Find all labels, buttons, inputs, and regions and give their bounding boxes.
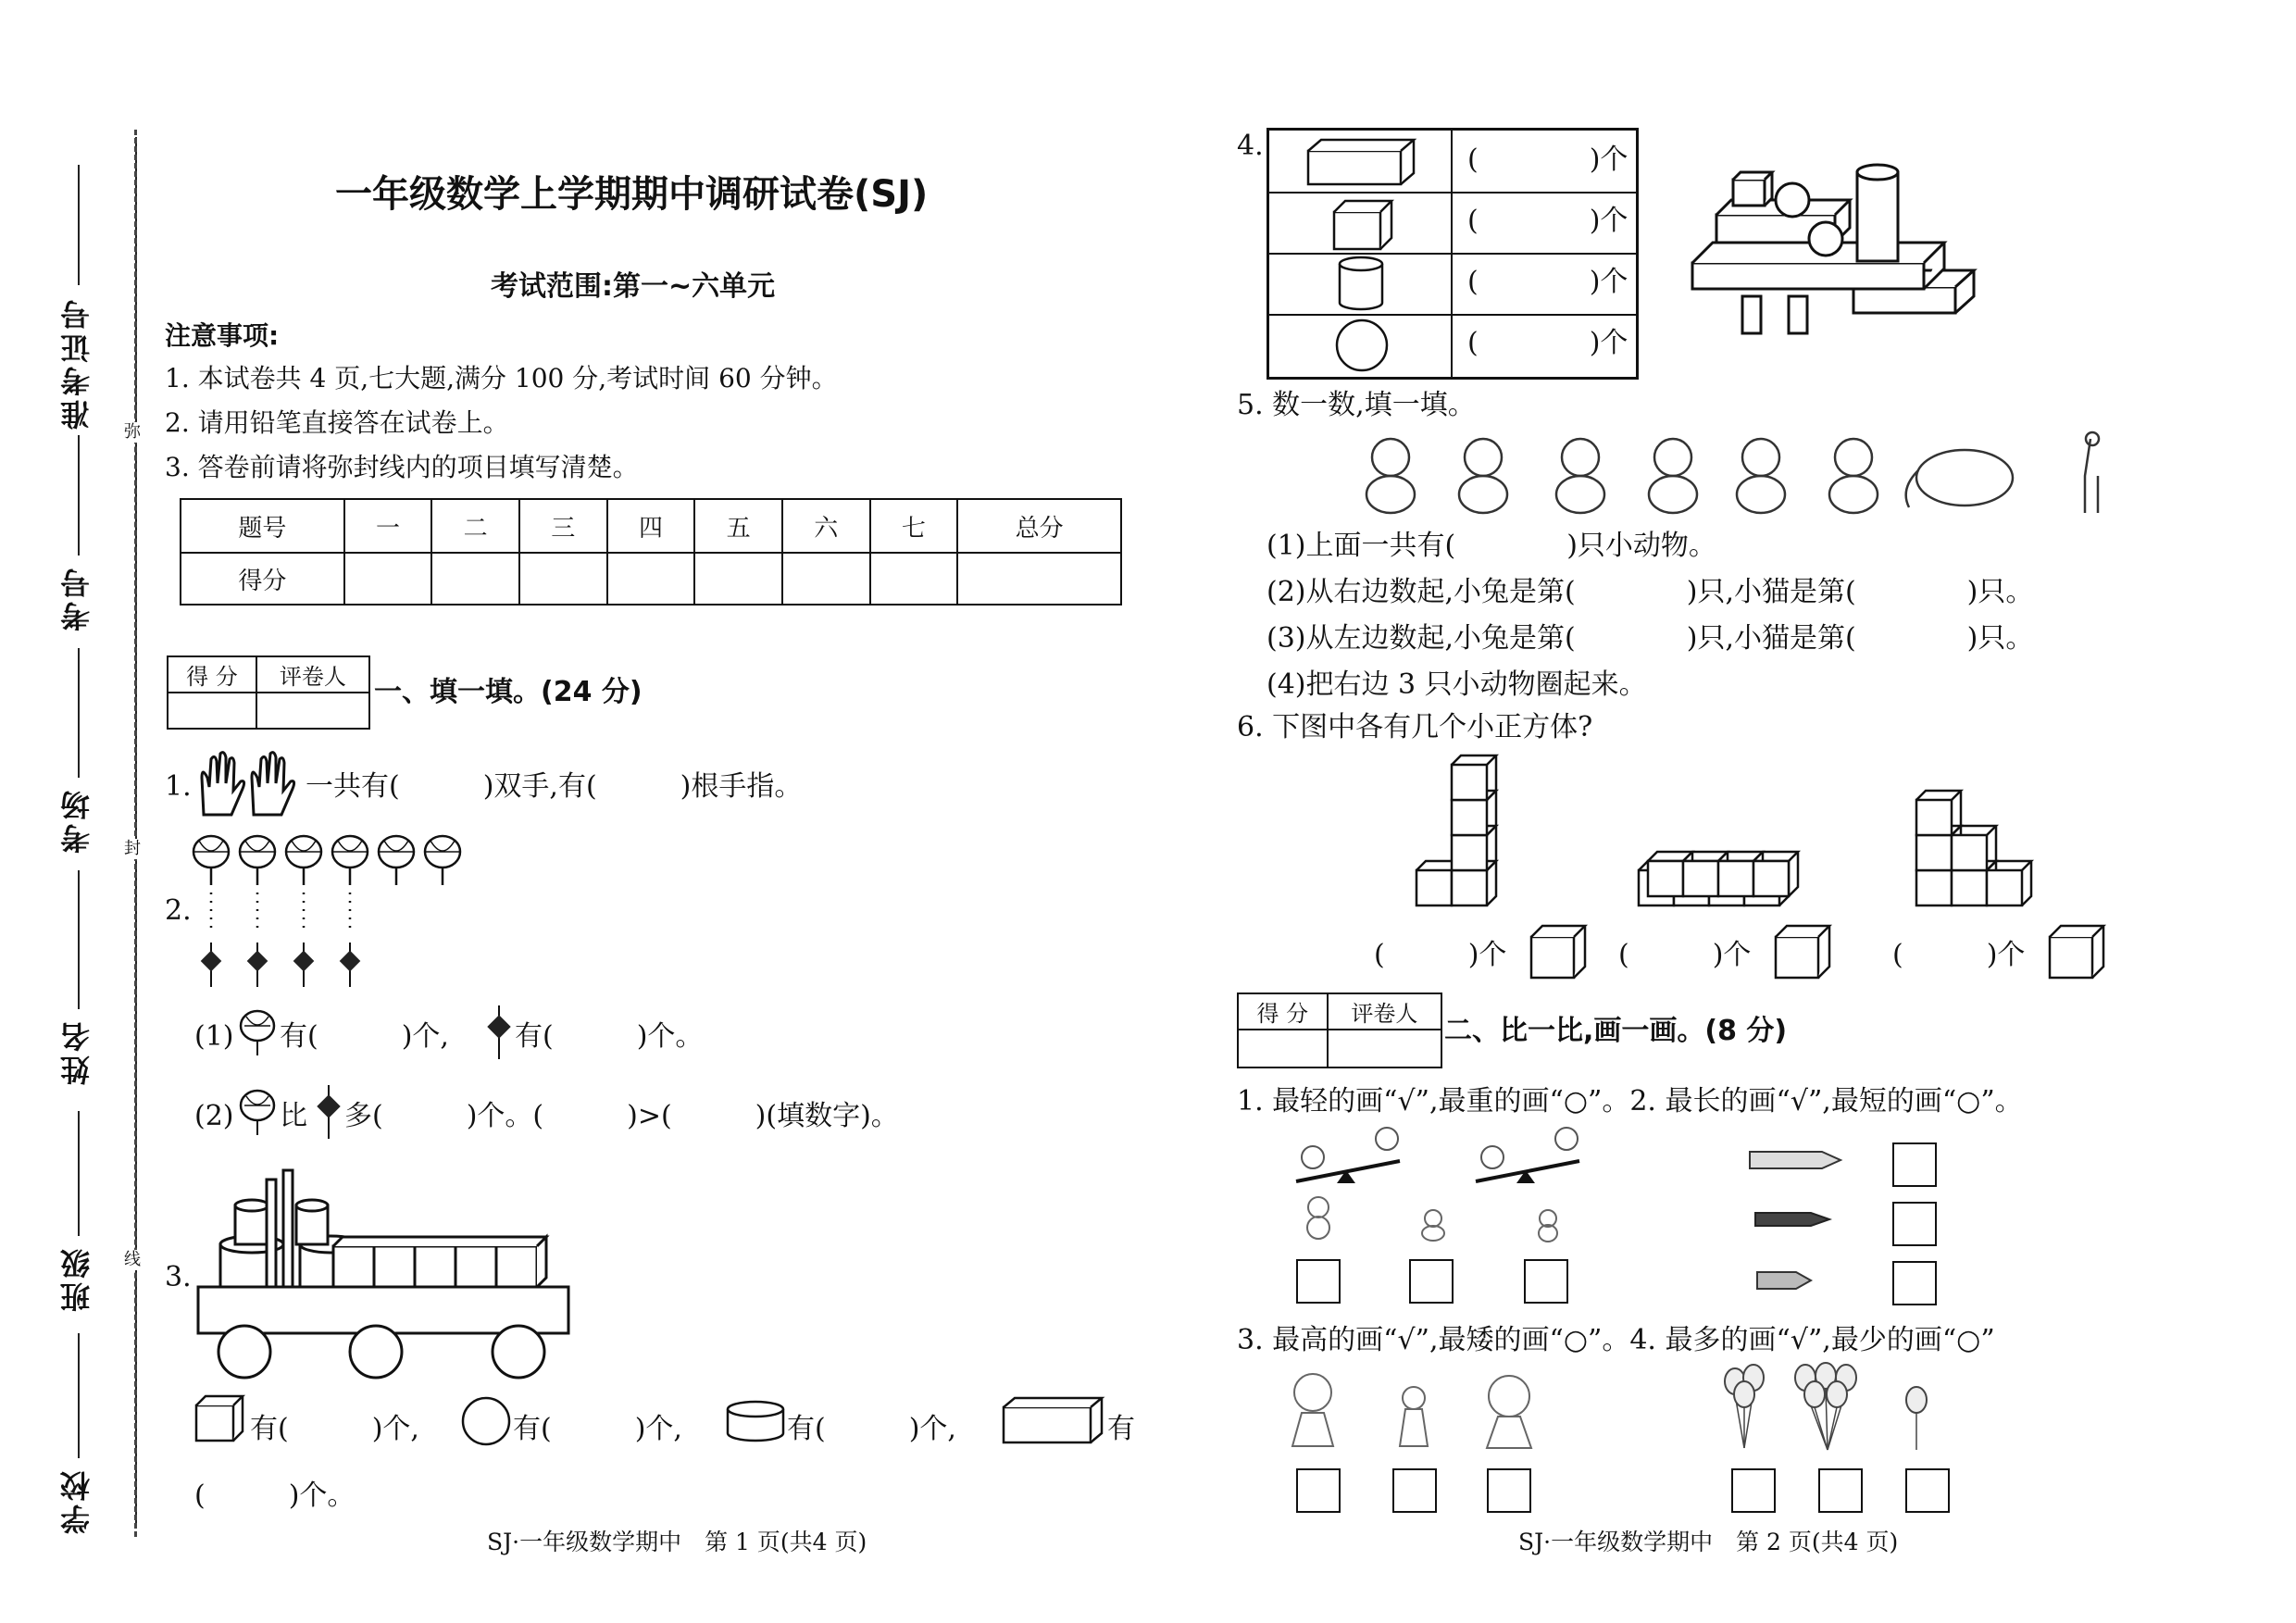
answer-box[interactable] <box>1487 1468 1531 1513</box>
sphere-icon <box>1334 318 1390 373</box>
doll-icon <box>1472 1372 1546 1450</box>
cube-icon <box>194 1394 246 1442</box>
dog-icon <box>1529 1207 1566 1244</box>
cube-icon <box>2048 924 2107 980</box>
chinese-knot-icon <box>315 1085 343 1141</box>
notice-item: 1. 本试卷共 4 页,七大题,满分 100 分,考试时间 60 分钟。 <box>165 363 838 393</box>
notice-title: 注意事项: <box>165 320 280 351</box>
q6-title: 6. 下图中各有几个小正方体? <box>1237 711 1593 743</box>
page-title: 一年级数学上学期期中调研试卷(SJ) <box>335 173 929 216</box>
balloon-icon <box>1827 1381 1847 1407</box>
q4-number: 4. <box>1237 130 1264 162</box>
seal-mark: 线 <box>124 1250 141 1269</box>
bear-icon <box>1300 1194 1337 1241</box>
q5-line: (2)从右边数起,小兔是第( )只,小猫是第( )只。 <box>1267 576 2034 608</box>
cube-icon <box>1332 199 1393 251</box>
grader-cell[interactable] <box>256 693 369 729</box>
panda-icon <box>1829 439 1878 513</box>
dog-icon <box>1556 439 1604 513</box>
sidebar-label-class: 班级 <box>59 1245 94 1312</box>
score-cell[interactable] <box>1238 1030 1328 1067</box>
q4-answer[interactable]: ( )个 <box>1467 327 1628 359</box>
q2-2-label: (2) <box>194 1100 234 1132</box>
q2-2-text: 多( )个。( )>( )(填数字)。 <box>344 1100 899 1132</box>
q3-text-4: 有 <box>1107 1413 1135 1445</box>
answer-box[interactable] <box>1892 1202 1937 1246</box>
q1-text: 一共有( )双手,有( )根手指。 <box>306 770 803 803</box>
chinese-knot-icon <box>485 1005 513 1061</box>
q3-text-5: ( )个。 <box>194 1479 356 1512</box>
animals-figure <box>1354 430 2122 518</box>
answer-box[interactable] <box>1731 1468 1776 1513</box>
elephant-icon <box>1906 450 2013 507</box>
unit-cube <box>1952 835 1987 870</box>
small-cubes-figure <box>1416 750 2065 917</box>
sidebar-label-name: 姓名 <box>59 1018 94 1085</box>
q3-text-1: 有( )个, <box>250 1413 419 1445</box>
balloon-icon <box>1804 1381 1825 1407</box>
score-table-header: 题号 <box>181 499 344 553</box>
lanterns-figure <box>191 831 487 989</box>
chinese-knot-icon <box>201 951 222 972</box>
q3-number: 3. <box>165 1261 192 1293</box>
doll-icon <box>1392 1383 1435 1448</box>
answer-box[interactable] <box>1818 1468 1863 1513</box>
doll-icon <box>1276 1370 1350 1448</box>
section-1-title: 一、填一填。(24 分) <box>374 676 643 708</box>
compare-line-1: 1. 最轻的画“√”,最重的画“○”。2. 最长的画“√”,最短的画“○”。 <box>1237 1085 2023 1117</box>
answer-box[interactable] <box>1892 1261 1937 1305</box>
rabbit-icon <box>1649 439 1697 513</box>
chinese-knot-icon <box>293 951 315 972</box>
blank-line <box>78 435 80 556</box>
score-table-header: 一 <box>344 499 432 553</box>
score-table-header: 五 <box>694 499 782 553</box>
lantern-icon <box>239 1005 276 1057</box>
section-2-title: 二、比一比,画一画。(8 分) <box>1444 1015 1788 1047</box>
sidebar-label-school: 学校 <box>59 1467 94 1534</box>
grader-label: 评卷人 <box>256 656 369 693</box>
blank-line <box>78 1333 80 1458</box>
chinese-knot-icon <box>247 951 268 972</box>
score-table-header: 总分 <box>957 499 1121 553</box>
grader-score-label: 得 分 <box>168 656 256 693</box>
score-cell[interactable] <box>782 553 870 605</box>
q5-title: 5. 数一数,填一填。 <box>1237 389 1476 421</box>
balloon-icon <box>1734 1381 1754 1407</box>
answer-box[interactable] <box>1296 1259 1341 1304</box>
sidebar-label-number: 考号 <box>59 565 94 631</box>
score-cell[interactable] <box>431 553 519 605</box>
q1-number: 1. <box>165 770 192 803</box>
score-cell[interactable] <box>607 553 695 605</box>
answer-box[interactable] <box>1296 1468 1341 1513</box>
giraffe-icon <box>2085 432 2099 513</box>
q2-1-text-a: 有( )个, <box>280 1020 449 1053</box>
q5-line: (1)上面一共有( )只小动物。 <box>1267 530 1716 562</box>
answer-box[interactable] <box>1524 1259 1568 1304</box>
q6-answer[interactable]: ( )个 <box>1892 939 2026 971</box>
q3-text-2: 有( )个, <box>513 1413 682 1445</box>
seal-mark: 弥 <box>124 422 141 442</box>
seesaw-icon <box>1470 1124 1591 1187</box>
pencil-icon <box>1748 1146 1850 1174</box>
seal-mark: 封 <box>124 839 141 858</box>
q6-answer[interactable]: ( )个 <box>1374 939 1507 971</box>
q4-answer[interactable]: ( )个 <box>1467 144 1628 176</box>
answer-box[interactable] <box>1392 1468 1437 1513</box>
score-table-header: 六 <box>782 499 870 553</box>
sphere-icon <box>461 1396 513 1446</box>
score-cell[interactable] <box>168 693 256 729</box>
grader-score-label: 得 分 <box>1238 993 1328 1030</box>
score-table-header: 七 <box>870 499 958 553</box>
blank-line <box>78 648 80 778</box>
q5-line: (3)从左边数起,小兔是第( )只,小猫是第( )只。 <box>1267 622 2034 655</box>
blank-line <box>78 165 80 285</box>
compare-line-2: 3. 最高的画“√”,最矮的画“○”。4. 最多的画“√”,最少的画“○” <box>1237 1324 1995 1356</box>
unit-cube <box>1753 861 1789 896</box>
grader-table-2 <box>1237 993 1442 1068</box>
page-footer-2: SJ·一年级数学期中 第 2 页(共4 页) <box>1518 1529 1899 1555</box>
block-structure-figure <box>1691 163 1968 337</box>
unit-cube <box>1452 800 1487 835</box>
blank-line <box>78 1111 80 1236</box>
score-cell[interactable] <box>957 553 1121 605</box>
cube-icon <box>1774 924 1833 980</box>
cube-icon <box>1529 924 1589 980</box>
blank-line <box>78 870 80 1009</box>
chinese-knot-icon <box>340 951 361 972</box>
q3-text-3: 有( )个, <box>787 1413 956 1445</box>
unit-cube <box>1916 870 1952 905</box>
cat-icon <box>1459 439 1507 513</box>
q4-answer[interactable]: ( )个 <box>1467 205 1628 237</box>
grader-cell[interactable] <box>1328 1030 1441 1067</box>
pen-icon <box>1753 1209 1837 1230</box>
score-table-header: 三 <box>519 499 607 553</box>
lantern-icon <box>239 1085 276 1137</box>
unit-cube <box>1452 835 1487 870</box>
q6-answer[interactable]: ( )个 <box>1618 939 1752 971</box>
q4-table <box>1267 128 1639 380</box>
score-table <box>180 498 1122 606</box>
grader-table-1 <box>167 655 370 730</box>
q2-number: 2. <box>165 894 192 927</box>
score-table-header: 二 <box>431 499 519 553</box>
unit-cube <box>1916 835 1952 870</box>
marker-icon <box>1755 1268 1815 1292</box>
cuboid-icon <box>1002 1396 1105 1444</box>
sidebar-label-exam-id: 准考证号 <box>59 296 94 430</box>
exam-scope: 考试范围:第一~六单元 <box>491 270 776 303</box>
unit-cube <box>1718 861 1753 896</box>
unit-cube <box>1416 870 1452 905</box>
score-cell[interactable] <box>519 553 607 605</box>
q5-line: (4)把右边 3 只小动物圈起来。 <box>1267 668 1647 701</box>
unit-cube <box>1648 861 1683 896</box>
balloon-icon <box>1906 1387 1927 1413</box>
grader-label: 评卷人 <box>1328 993 1441 1030</box>
unit-cube <box>1452 870 1487 905</box>
q2-2-compare: 比 <box>280 1100 307 1132</box>
cylinder-icon <box>1338 256 1384 312</box>
unit-cube <box>1683 861 1718 896</box>
block-train-figure <box>194 1165 583 1380</box>
balloons-figure <box>1722 1363 1944 1454</box>
answer-box[interactable] <box>1409 1259 1454 1304</box>
unit-cube <box>1952 870 1987 905</box>
notice-item: 3. 答卷前请将弥封线内的项目填写清楚。 <box>165 452 639 482</box>
score-table-header: 四 <box>607 499 695 553</box>
cylinder-icon <box>726 1400 785 1442</box>
sidebar-label-room: 考场 <box>59 787 94 854</box>
seal-dashed-line <box>134 130 137 1537</box>
cat-icon <box>1415 1207 1452 1244</box>
score-cell[interactable] <box>870 553 958 605</box>
unit-cube <box>1916 800 1952 835</box>
cuboid-icon <box>1306 138 1417 186</box>
q2-1-label: (1) <box>194 1020 234 1053</box>
cow-icon <box>1366 439 1415 513</box>
notice-item: 2. 请用铅笔直接答在试卷上。 <box>165 407 509 438</box>
answer-box[interactable] <box>1905 1468 1950 1513</box>
score-cell[interactable] <box>344 553 432 605</box>
hands-icon <box>194 750 306 817</box>
score-table-row-label: 得分 <box>181 553 344 605</box>
q2-1-text-b: 有( )个。 <box>515 1020 704 1053</box>
q4-answer[interactable]: ( )个 <box>1467 266 1628 298</box>
unit-cube <box>1452 765 1487 800</box>
seesaw-icon <box>1291 1124 1411 1187</box>
page-footer-1: SJ·一年级数学期中 第 1 页(共4 页) <box>487 1529 867 1555</box>
goat-icon <box>1737 439 1785 513</box>
answer-box[interactable] <box>1892 1142 1937 1187</box>
unit-cube <box>1987 870 2022 905</box>
score-cell[interactable] <box>694 553 782 605</box>
